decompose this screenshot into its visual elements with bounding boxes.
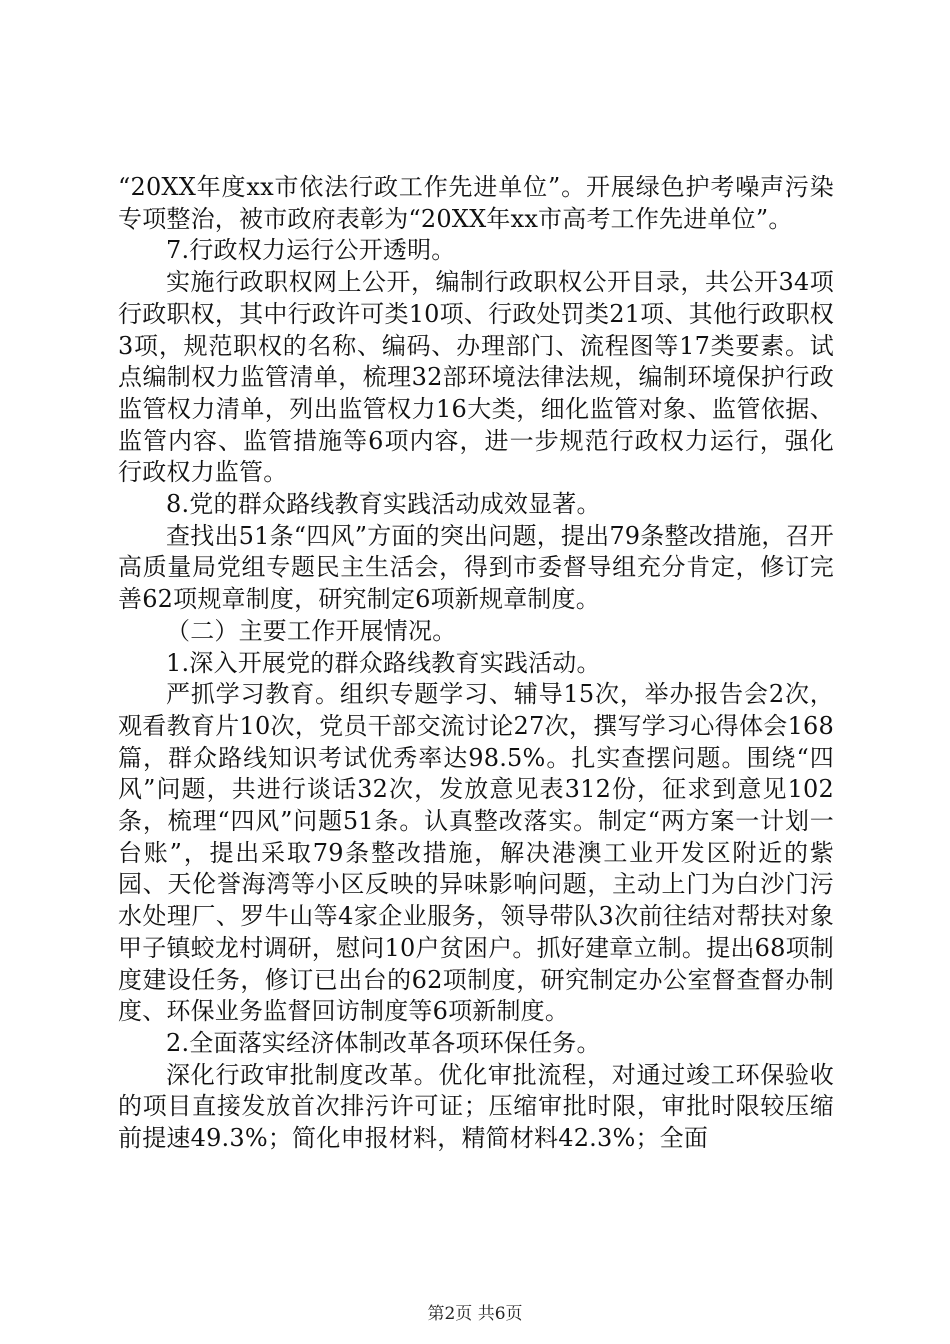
paragraph-3: 实施行政职权网上公开，编制行政职权公开目录，共公开34项行政职权，其中行政许可类10项、行政处罚类21项、其他行政职权3项，规范职权的名称、编码、办理部门、流程图等17类要素。试点编制权力监管清单，梳理32部环境法律法规，编制环境保护行政监管权力清单，列出监管权力16大类，细化监管对象、监管依据、监管内容、监管措施等6项内容，进一步规范行政权力运行，强化行政权力监管。: [118, 268, 834, 487]
heading-7: 7.行政权力运行公开透明。: [166, 236, 456, 265]
page-footer: 第2页 共6页: [427, 1304, 523, 1324]
heading-8: 8.党的群众路线教育实践活动成效显著。: [166, 490, 601, 519]
document-body: [118, 172, 834, 1155]
paragraph-5: 查找出51条“四风”方面的突出问题，提出79条整改措施，召开高质量局党组专题民主生活会，得到市委督导组充分肯定，修订完善62项规章制度，研究制定6项新规章制度。: [118, 521, 834, 614]
paragraph-1: “20XX年度xx市依法行政工作先进单位”。开展绿色护考噪声污染专项整治，被市政府表彰为“20XX年xx市高考工作先进单位”。: [118, 173, 834, 233]
heading-2: 2.全面落实经济体制改革各项环保任务。: [166, 1028, 601, 1057]
section-heading-2: （二）主要工作开展情况。: [166, 616, 457, 645]
paragraph-10: 深化行政审批制度改革。优化审批流程，对通过竣工环保验收的项目直接发放首次排污许可证；压缩审批时限，审批时限较压缩前提速49.3%；简化申报材料，精简材料42.3%；全面: [118, 1060, 834, 1153]
paragraph-8: 严抓学习教育。组织专题学习、辅导15次，举办报告会2次，观看教育片10次，党员干部交流讨论27次，撰写学习心得体会168篇，群众路线知识考试优秀率达98.5%。扎实查摆问题。围绕“四风”问题，共进行谈话32次，发放意见表312份，征求到意见102条，梳理“四风”问题51条。认真整改落实。制定“两方案一计划一台账”，提出采取79条整改措施，解决港澳工业开发区附近的紫园、天伦誉海湾等小区反映的异味影响问题，主动上门为白沙门污水处理厂、罗牛山等4家企业服务，领导带队3次前往结对帮扶对象甲子镇蛟龙村调研，慰问10户贫困户。抓好建章立制。提出68项制度建设任务，修订已出台的62项制度，研究制定办公室督查督办制度、环保业务监督回访制度等6项新制度。: [118, 680, 834, 1026]
heading-1: 1.深入开展党的群众路线教育实践活动。: [166, 648, 601, 677]
